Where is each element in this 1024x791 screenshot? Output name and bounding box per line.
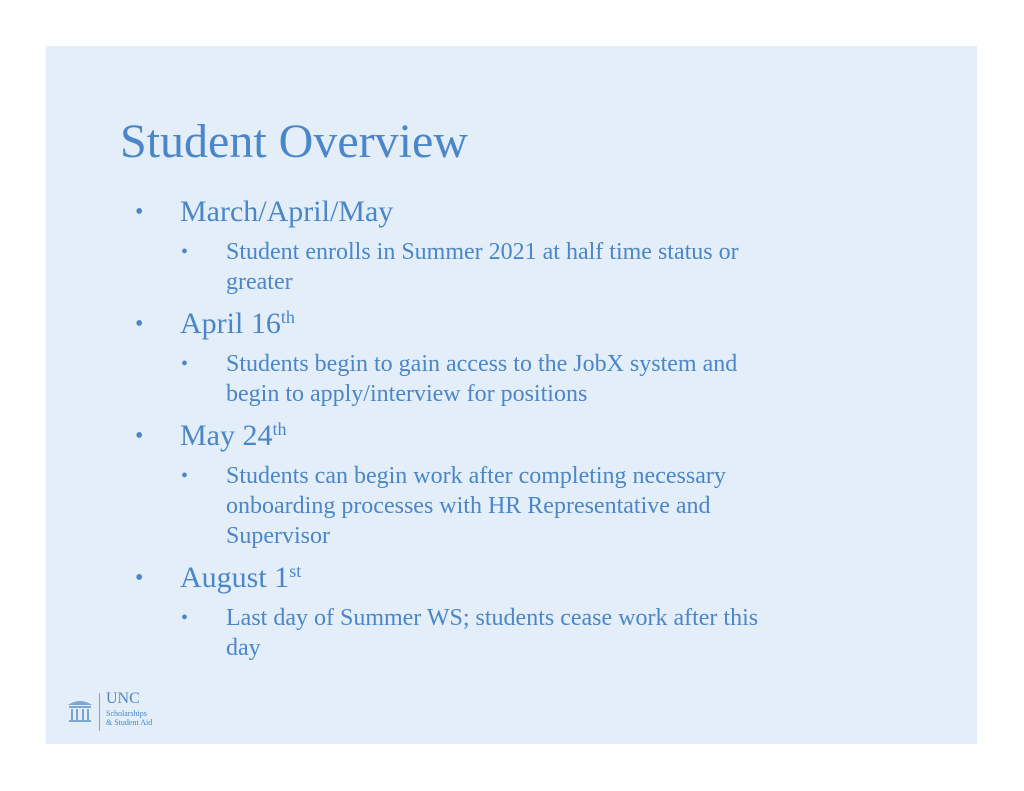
sub-bullet-text: Student enrolls in Summer 2021 at half time status or: [226, 239, 739, 265]
sub-bullet-text-cont: onboarding processes with HR Representative and: [226, 493, 711, 519]
sub-bullet-text-cont: begin to apply/interview for positions: [226, 381, 588, 407]
bullet-item-1: [135, 195, 394, 228]
bullet-marker: •: [135, 199, 144, 225]
old-well-icon: [66, 696, 94, 724]
sub-bullet-text-cont: day: [226, 635, 261, 661]
bullet-sup: th: [272, 419, 287, 440]
logo-divider: [99, 693, 100, 731]
sub-bullet-item-4: [181, 603, 759, 663]
sub-bullet-text: Students begin to gain access to the JobX system and: [226, 351, 738, 377]
sub-bullet-text: Last day of Summer WS; students cease work after this: [226, 605, 759, 631]
sub-bullet-item-3: [181, 461, 726, 551]
sub-bullet-marker: •: [181, 607, 189, 629]
sub-bullet-text-cont: greater: [226, 269, 293, 295]
bullet-item-3: [135, 419, 287, 455]
bullet-marker: •: [135, 311, 144, 337]
bullet-marker: •: [135, 423, 144, 449]
sub-bullet-marker: •: [181, 353, 189, 375]
bullet-item-2: [135, 307, 295, 343]
bullet-label: April 16: [180, 307, 281, 340]
bullet-sup: th: [280, 307, 295, 328]
logo-subtitle-1: Scholarships: [106, 709, 147, 718]
bullet-label: May 24: [180, 419, 273, 452]
bullet-marker: •: [135, 565, 144, 591]
slide-title: Student Overview: [120, 115, 468, 168]
bullet-label: August 1: [180, 561, 290, 594]
bullet-label: March/April/May: [180, 195, 394, 228]
sub-bullet-item-2: [181, 349, 738, 409]
sub-bullet-marker: •: [181, 465, 189, 487]
logo-name: UNC: [106, 690, 140, 707]
bullet-sup: st: [289, 561, 302, 582]
bullet-item-4: [135, 561, 302, 597]
slide: [46, 46, 977, 744]
logo-subtitle-2: & Student Aid: [106, 718, 153, 727]
sub-bullet-item-1: [181, 237, 739, 297]
sub-bullet-text: Students can begin work after completing necessary: [226, 463, 726, 489]
sub-bullet-marker: •: [181, 241, 189, 263]
sub-bullet-text-cont: Supervisor: [226, 523, 330, 549]
